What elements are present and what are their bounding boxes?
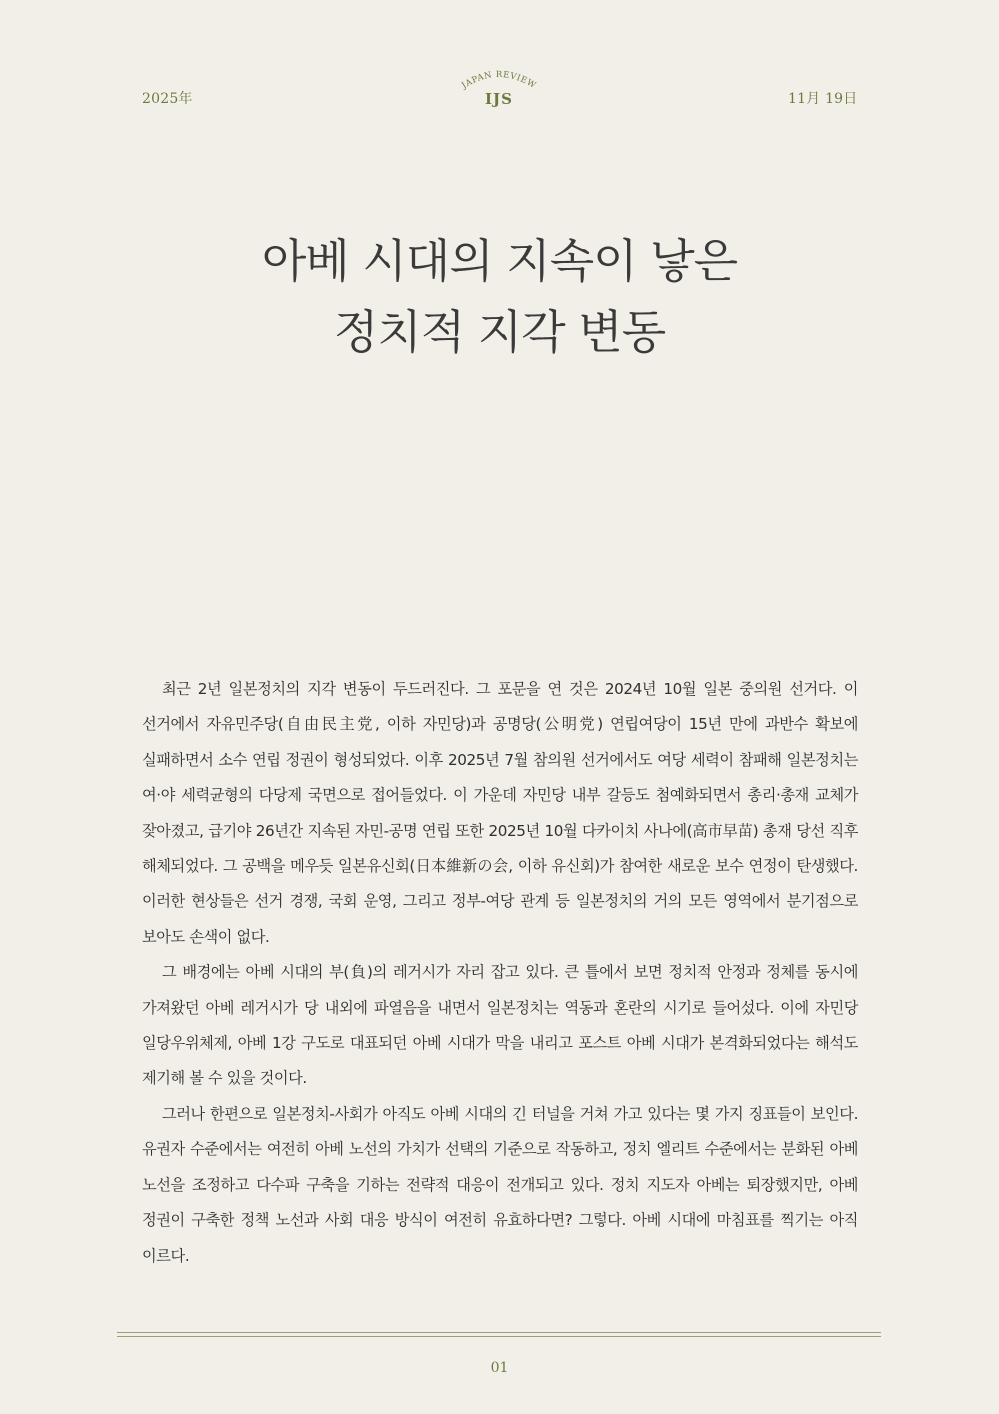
logo-mark: IJS	[485, 90, 513, 108]
article-title-line-1: 아베 시대의 지속이 낳은	[261, 234, 738, 288]
article-title-line-2: 정치적 지각 변동	[333, 305, 666, 359]
logo-arc-label: JAPAN REVIEW	[460, 69, 538, 92]
body-paragraph-3: 그러나 한편으로 일본정치-사회가 아직도 아베 시대의 긴 터널을 거쳐 가고 있다는 몇 가지 징표들이 보인다. 유권자 수준에서는 여전히 아베 노선의 가치가 선택의 기준으로 작동하고, 정치 엘리트 수준에서는 분화된 아베 노선을 조정하고 다수파 구축을 기하는 전략적 대응이 전개되고 있다. 정치 지도자 아베는 퇴장했지만, 아베 정권이 구축한 정책 노선과 사회 대응 방식이 여전히 유효하다면? 그렇다. 아베 시대에 마침표를 찍기는 아직 이르다.	[142, 1104, 858, 1265]
body-paragraph-1: 최근 2년 일본정치의 지각 변동이 두드러진다. 그 포문을 연 것은 2024년 10월 일본 중의원 선거다. 이 선거에서 자유민주당(自由民主党, 이하 자민당)과 공명당(公明党) 연립여당이 15년 만에 과반수 확보에 실패하면서 소수 연립 정권이 형성되었다. 이후 2025년 7월 참의원 선거에서도 여당 세력이 참패해 일본정치는 여·야 세력균형의 다당제 국면으로 접어들었다. 이 가운데 자민당 내부 갈등도 첨예화되면서 총리·총재 교체가 잦아졌고, 급기야 26년간 지속된 자민-공명 연립 또한 2025년 10월 다카이치 사나에(高市早苗) 총재 당선 직후 해체되었다. 그 공백을 메우듯 일본유신회(日本維新の会, 이하 유신회)가 참여한 새로운 보수 연정이 탄생했다. 이러한 현상들은 선거 경쟁, 국회 운영, 그리고 정부-여당 관계 등 일본정치의 거의 모든 영역에서 분기점으로 보아도 손색이 없다.	[142, 680, 858, 946]
footer-divider-top	[117, 1332, 881, 1333]
journal-logo	[449, 64, 549, 112]
article-body	[142, 672, 858, 1274]
body-paragraph-2: 그 배경에는 아베 시대의 부(負)의 레거시가 자리 잡고 있다. 큰 틀에서 보면 정치적 안정과 정체를 동시에 가져왔던 아베 레거시가 당 내외에 파열음을 내면서 일본정치는 역동과 혼란의 시기로 들어섰다. 이에 자민당 일당우위체제, 아베 1강 구도로 대표되던 아베 시대가 막을 내리고 포스트 아베 시대가 본격화되었다는 해석도 제기해 볼 수 있을 것이다.	[142, 963, 858, 1088]
footer-divider-bottom	[117, 1336, 881, 1337]
svg-text:JAPAN REVIEW	[459, 70, 537, 92]
page-number: 01	[490, 1360, 509, 1376]
header-date: 11月 19日	[788, 91, 858, 107]
article-title	[100, 226, 899, 368]
header-year: 2025年	[142, 91, 193, 107]
